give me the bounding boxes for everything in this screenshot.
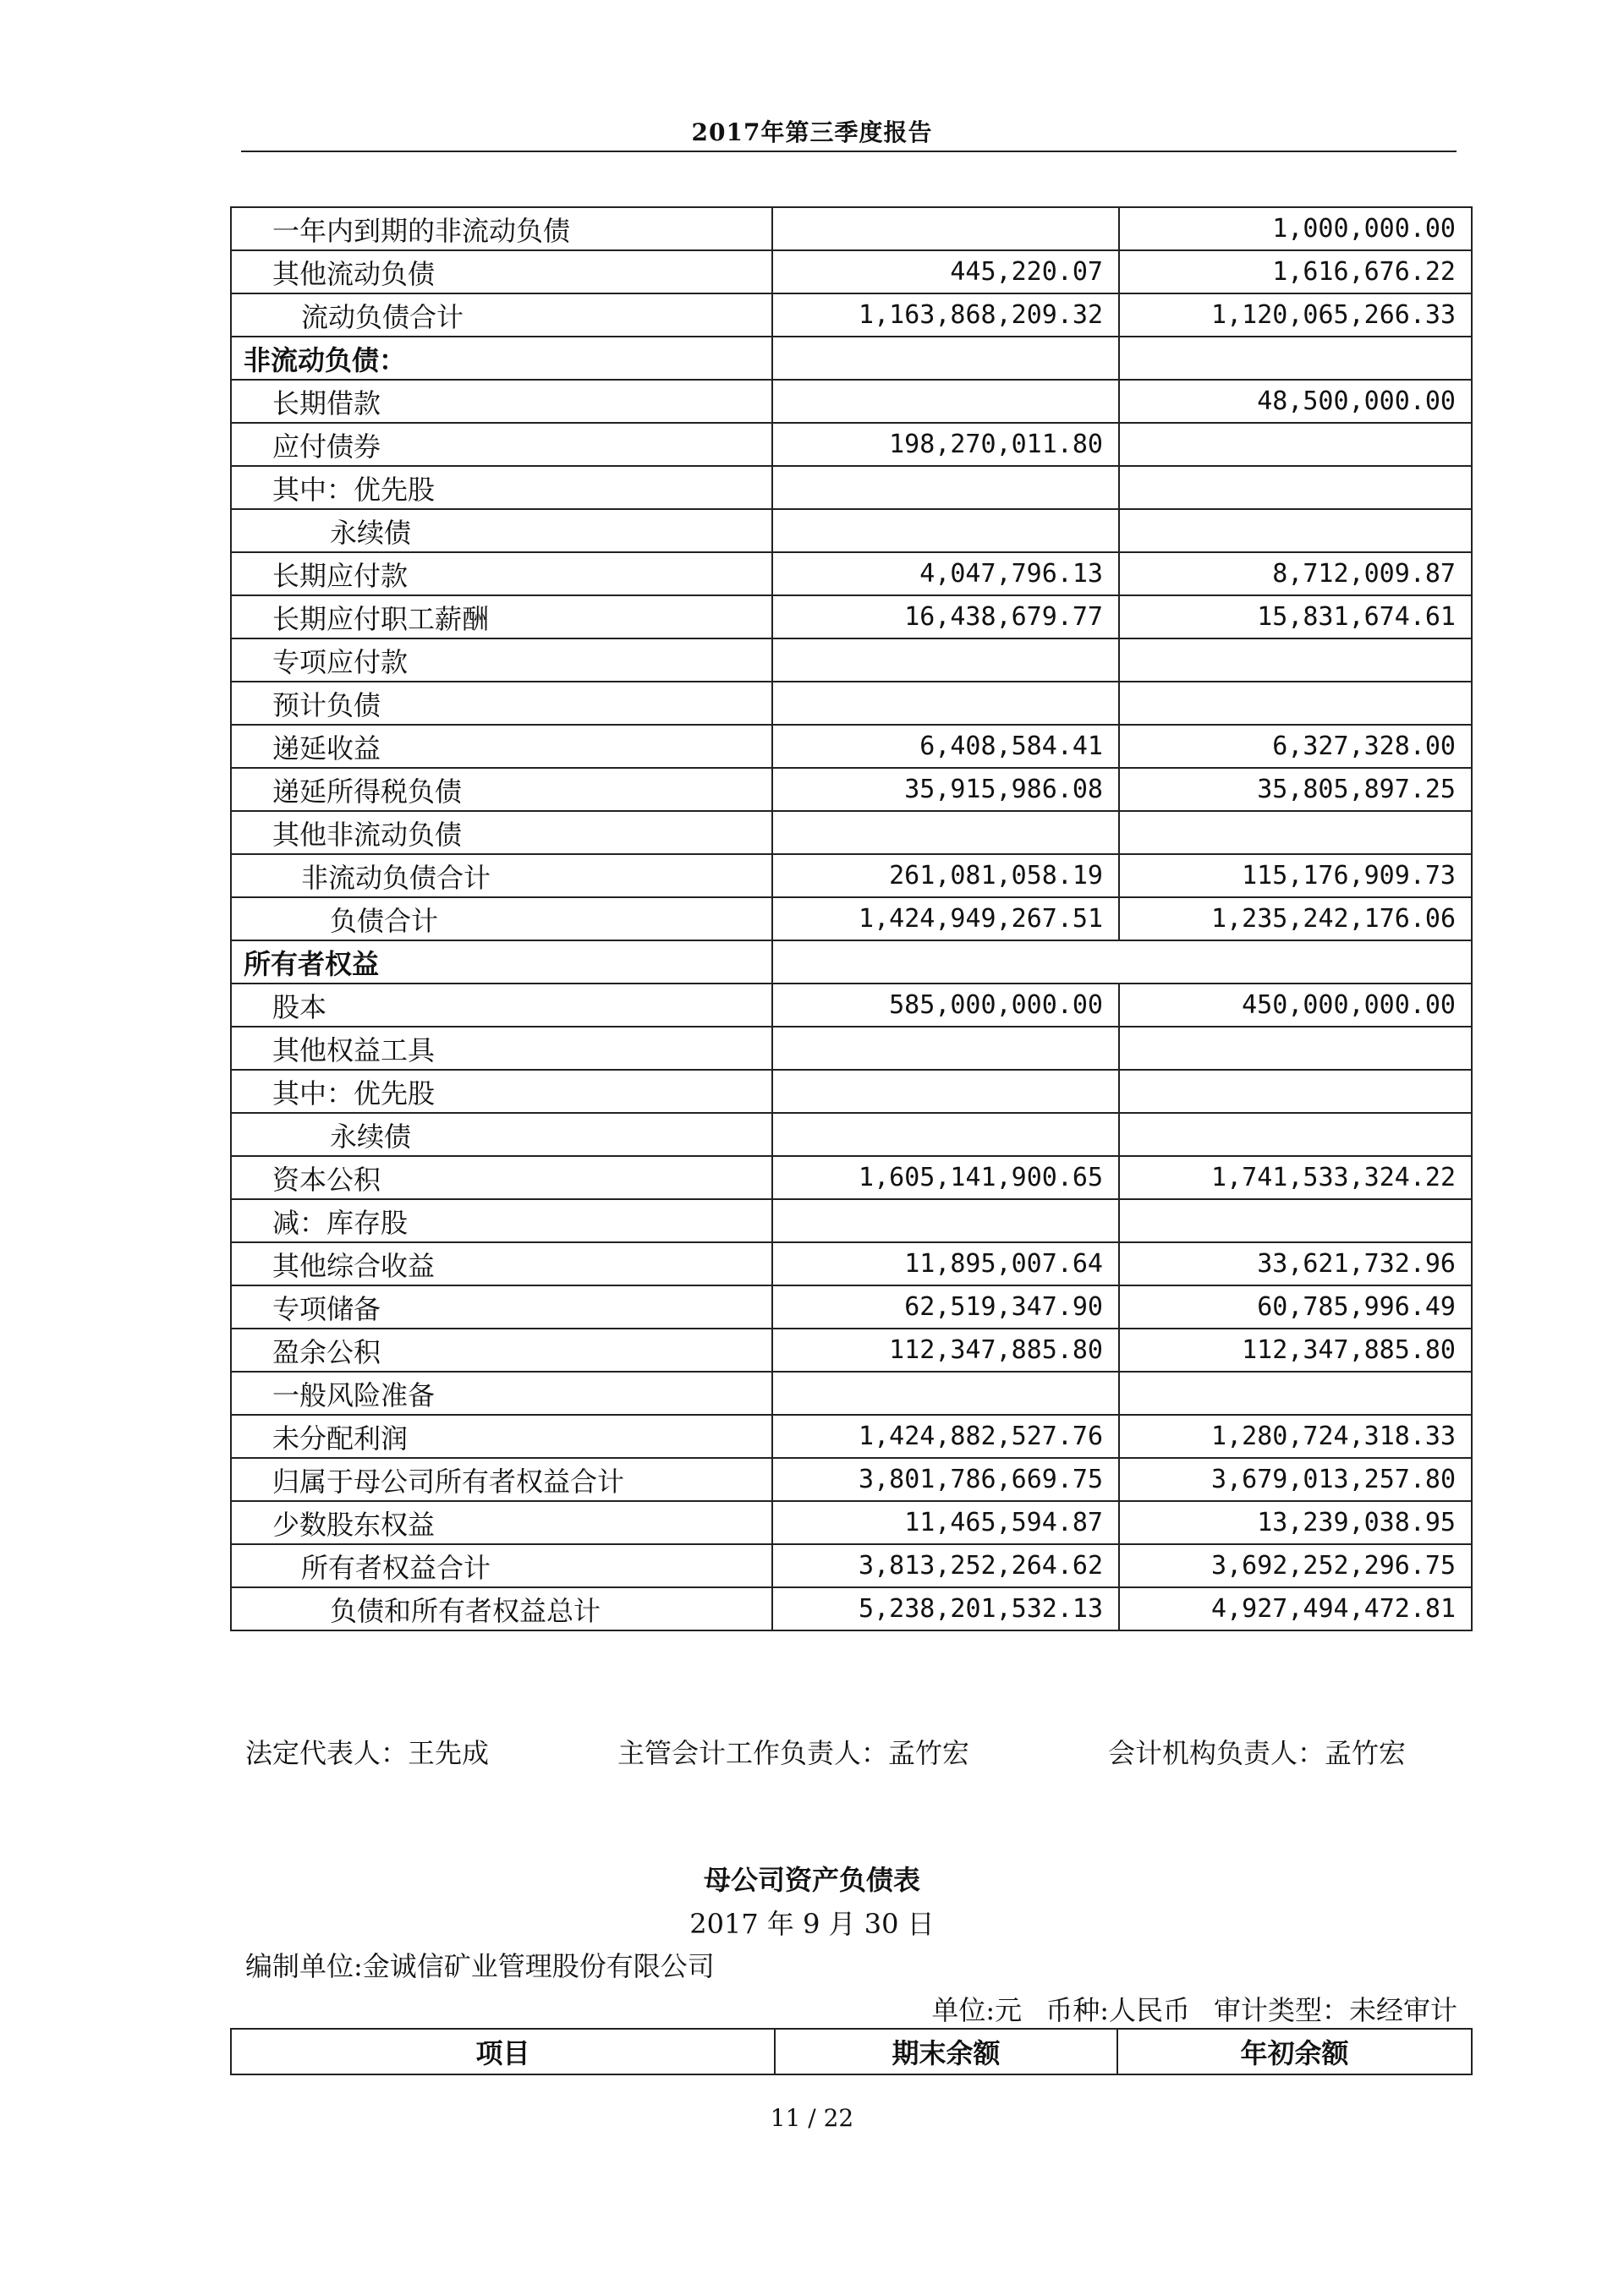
prepared-by: 编制单位:金诚信矿业管理股份有限公司 bbox=[245, 1950, 715, 1982]
begin-balance: 1,741,533,324.22 bbox=[1119, 1156, 1472, 1199]
row-label: 归属于母公司所有者权益合计 bbox=[231, 1458, 772, 1501]
end-balance: 11,465,594.87 bbox=[772, 1501, 1119, 1544]
begin-balance: 3,692,252,296.75 bbox=[1119, 1544, 1472, 1587]
table-row bbox=[231, 682, 1472, 725]
begin-balance bbox=[1119, 1027, 1472, 1070]
table-row bbox=[231, 595, 1472, 638]
end-balance: 62,519,347.90 bbox=[772, 1285, 1119, 1329]
row-label: 专项应付款 bbox=[231, 638, 772, 682]
table-row bbox=[231, 1329, 1472, 1372]
begin-balance bbox=[1119, 1199, 1472, 1242]
row-label: 预计负债 bbox=[231, 682, 772, 725]
section-label: 非流动负债： bbox=[231, 337, 772, 380]
end-balance: 6,408,584.41 bbox=[772, 725, 1119, 768]
end-balance: 11,895,007.64 bbox=[772, 1242, 1119, 1285]
row-label: 长期应付职工薪酬 bbox=[231, 595, 772, 638]
begin-balance: 115,176,909.73 bbox=[1119, 854, 1472, 897]
row-label: 非流动负债合计 bbox=[231, 854, 772, 897]
end-balance: 1,163,868,209.32 bbox=[772, 293, 1119, 337]
row-label: 长期借款 bbox=[231, 380, 772, 423]
table-header-row bbox=[231, 2029, 1472, 2074]
row-label: 资本公积 bbox=[231, 1156, 772, 1199]
end-balance: 3,801,786,669.75 bbox=[772, 1458, 1119, 1501]
table-row bbox=[231, 811, 1472, 854]
begin-balance: 112,347,885.80 bbox=[1119, 1329, 1472, 1372]
end-balance bbox=[772, 638, 1119, 682]
table-row bbox=[231, 466, 1472, 509]
table-row bbox=[231, 1070, 1472, 1113]
begin-balance: 8,712,009.87 bbox=[1119, 552, 1472, 595]
begin-balance: 1,120,065,266.33 bbox=[1119, 293, 1472, 337]
row-label: 股本 bbox=[231, 984, 772, 1027]
table-row bbox=[231, 337, 1472, 380]
begin-balance: 1,616,676.22 bbox=[1119, 250, 1472, 293]
end-balance: 5,238,201,532.13 bbox=[772, 1587, 1119, 1630]
parent-sheet-header-table bbox=[230, 2028, 1473, 2075]
end-balance bbox=[772, 509, 1119, 552]
row-label: 其中：优先股 bbox=[231, 1070, 772, 1113]
table-row bbox=[231, 1156, 1472, 1199]
begin-balance bbox=[1119, 466, 1472, 509]
table-row bbox=[231, 1199, 1472, 1242]
table-row bbox=[231, 1501, 1472, 1544]
table-row bbox=[231, 768, 1472, 811]
column-header-item: 项目 bbox=[231, 2029, 775, 2074]
end-balance bbox=[772, 1113, 1119, 1156]
begin-balance bbox=[1119, 1372, 1472, 1415]
table-row bbox=[231, 638, 1472, 682]
accounting-head: 主管会计工作负责人：孟竹宏 bbox=[617, 1737, 970, 1769]
table-row bbox=[231, 1458, 1472, 1501]
parent-sheet-date: 2017 年 9 月 30 日 bbox=[689, 1908, 935, 1940]
end-balance bbox=[772, 207, 1119, 250]
begin-balance bbox=[1119, 1070, 1472, 1113]
begin-balance bbox=[1119, 337, 1472, 380]
column-header-begin: 年初余额 bbox=[1117, 2029, 1472, 2074]
row-label: 其中：优先股 bbox=[231, 466, 772, 509]
end-balance: 1,424,882,527.76 bbox=[772, 1415, 1119, 1458]
table-row bbox=[231, 1242, 1472, 1285]
end-balance: 1,605,141,900.65 bbox=[772, 1156, 1119, 1199]
begin-balance: 15,831,674.61 bbox=[1119, 595, 1472, 638]
unit-label: 单位:元 bbox=[931, 1994, 1023, 2026]
begin-balance bbox=[1119, 638, 1472, 682]
row-label: 专项储备 bbox=[231, 1285, 772, 1329]
row-label: 一年内到期的非流动负债 bbox=[231, 207, 772, 250]
column-header-end: 期末余额 bbox=[775, 2029, 1117, 2074]
table-row bbox=[231, 1113, 1472, 1156]
row-label: 其他综合收益 bbox=[231, 1242, 772, 1285]
table-row bbox=[231, 1587, 1472, 1630]
table-row bbox=[231, 1027, 1472, 1070]
table-row bbox=[231, 207, 1472, 250]
unit-info bbox=[908, 1989, 1457, 2028]
row-label: 其他权益工具 bbox=[231, 1027, 772, 1070]
table-row bbox=[231, 725, 1472, 768]
row-label: 减：库存股 bbox=[231, 1199, 772, 1242]
end-balance: 1,424,949,267.51 bbox=[772, 897, 1119, 940]
begin-balance bbox=[1119, 682, 1472, 725]
row-label: 其他非流动负债 bbox=[231, 811, 772, 854]
row-label: 所有者权益合计 bbox=[231, 1544, 772, 1587]
table-row bbox=[231, 552, 1472, 595]
end-balance: 3,813,252,264.62 bbox=[772, 1544, 1119, 1587]
row-label: 未分配利润 bbox=[231, 1415, 772, 1458]
table-row bbox=[231, 1285, 1472, 1329]
begin-balance: 13,239,038.95 bbox=[1119, 1501, 1472, 1544]
end-balance: 16,438,679.77 bbox=[772, 595, 1119, 638]
end-balance bbox=[772, 1070, 1119, 1113]
row-label: 应付债券 bbox=[231, 423, 772, 466]
table-row bbox=[231, 509, 1472, 552]
end-balance bbox=[772, 1027, 1119, 1070]
audit-type-label: 审计类型：未经审计 bbox=[1213, 1994, 1457, 2026]
begin-balance: 450,000,000.00 bbox=[1119, 984, 1472, 1027]
row-label: 递延收益 bbox=[231, 725, 772, 768]
row-label: 负债和所有者权益总计 bbox=[231, 1587, 772, 1630]
begin-balance: 60,785,996.49 bbox=[1119, 1285, 1472, 1329]
section-spacer bbox=[772, 940, 1472, 984]
table-row bbox=[231, 1544, 1472, 1587]
row-label: 一般风险准备 bbox=[231, 1372, 772, 1415]
row-label: 盈余公积 bbox=[231, 1329, 772, 1372]
row-label: 长期应付款 bbox=[231, 552, 772, 595]
table-row bbox=[231, 423, 1472, 466]
begin-balance: 1,000,000.00 bbox=[1119, 207, 1472, 250]
end-balance bbox=[772, 1199, 1119, 1242]
end-balance: 585,000,000.00 bbox=[772, 984, 1119, 1027]
table-row bbox=[231, 854, 1472, 897]
accounting-org-head: 会计机构负责人：孟竹宏 bbox=[1108, 1737, 1407, 1769]
row-label: 流动负债合计 bbox=[231, 293, 772, 337]
legal-representative: 法定代表人：王先成 bbox=[245, 1737, 490, 1769]
end-balance: 261,081,058.19 bbox=[772, 854, 1119, 897]
end-balance: 4,047,796.13 bbox=[772, 552, 1119, 595]
table-row bbox=[231, 897, 1472, 940]
parent-sheet-title: 母公司资产负债表 bbox=[703, 1864, 920, 1896]
table-row bbox=[231, 1415, 1472, 1458]
begin-balance bbox=[1119, 509, 1472, 552]
begin-balance: 4,927,494,472.81 bbox=[1119, 1587, 1472, 1630]
end-balance: 35,915,986.08 bbox=[772, 768, 1119, 811]
balance-sheet-table bbox=[230, 206, 1473, 1631]
section-label: 所有者权益 bbox=[231, 940, 772, 984]
end-balance bbox=[772, 337, 1119, 380]
begin-balance bbox=[1119, 1113, 1472, 1156]
end-balance bbox=[772, 380, 1119, 423]
begin-balance: 1,235,242,176.06 bbox=[1119, 897, 1472, 940]
row-label: 负债合计 bbox=[231, 897, 772, 940]
report-header-title: 2017年第三季度报告 bbox=[691, 118, 933, 146]
begin-balance: 6,327,328.00 bbox=[1119, 725, 1472, 768]
header-divider bbox=[241, 151, 1457, 152]
table-row bbox=[231, 293, 1472, 337]
table-row bbox=[231, 380, 1472, 423]
begin-balance bbox=[1119, 423, 1472, 466]
begin-balance: 1,280,724,318.33 bbox=[1119, 1415, 1472, 1458]
begin-balance: 33,621,732.96 bbox=[1119, 1242, 1472, 1285]
end-balance: 112,347,885.80 bbox=[772, 1329, 1119, 1372]
page-number: 11 / 22 bbox=[770, 2104, 854, 2132]
table-row bbox=[231, 940, 1472, 984]
end-balance bbox=[772, 682, 1119, 725]
row-label: 其他流动负债 bbox=[231, 250, 772, 293]
row-label: 递延所得税负债 bbox=[231, 768, 772, 811]
begin-balance: 3,679,013,257.80 bbox=[1119, 1458, 1472, 1501]
begin-balance: 48,500,000.00 bbox=[1119, 380, 1472, 423]
end-balance: 445,220.07 bbox=[772, 250, 1119, 293]
end-balance bbox=[772, 466, 1119, 509]
table-row bbox=[231, 1372, 1472, 1415]
begin-balance bbox=[1119, 811, 1472, 854]
end-balance bbox=[772, 1372, 1119, 1415]
end-balance bbox=[772, 811, 1119, 854]
end-balance: 198,270,011.80 bbox=[772, 423, 1119, 466]
row-label: 永续债 bbox=[231, 1113, 772, 1156]
row-label: 永续债 bbox=[231, 509, 772, 552]
begin-balance: 35,805,897.25 bbox=[1119, 768, 1472, 811]
table-row bbox=[231, 984, 1472, 1027]
row-label: 少数股东权益 bbox=[231, 1501, 772, 1544]
table-row bbox=[231, 250, 1472, 293]
currency-label: 币种:人民币 bbox=[1045, 1994, 1190, 2026]
